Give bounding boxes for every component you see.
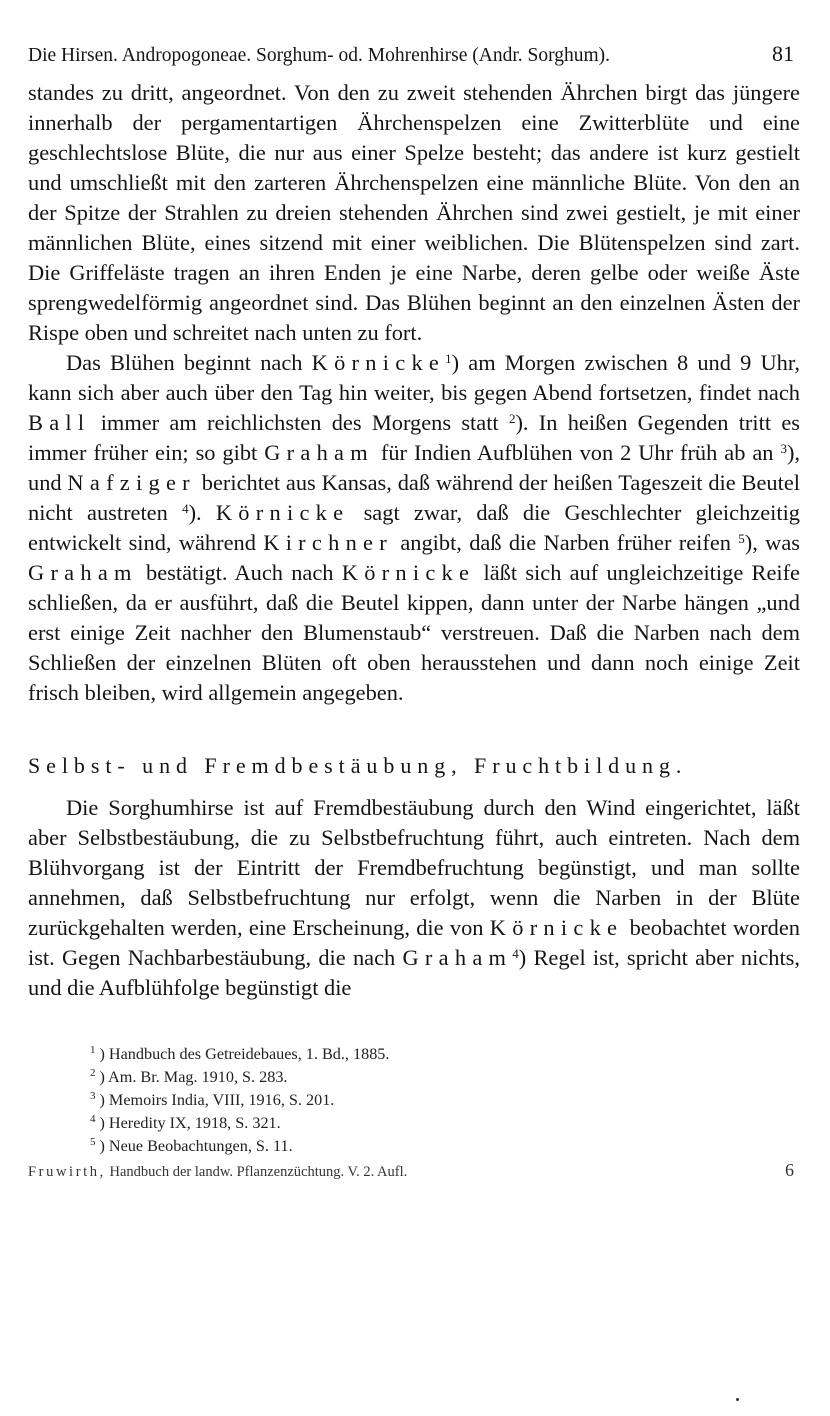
text-run: bestätigt. Auch nach <box>137 560 342 585</box>
text-run: ) Regel ist, spricht aber nichts, und die Aufblühfolge begünstigt die <box>28 945 800 1000</box>
footnote-ref: 2 <box>508 411 516 426</box>
footnote <box>90 1112 800 1135</box>
footnote <box>90 1089 800 1112</box>
book-reference <box>28 1162 407 1182</box>
text-run: ), was <box>744 530 800 555</box>
author-name: Graham <box>264 440 374 465</box>
text-run: sagt zwar, daß die Geschlechter gleichzeitig entwickelt sind, während <box>28 500 801 555</box>
footnote-ref: 1 <box>445 351 452 366</box>
book-author: Fruwirth, <box>28 1164 106 1180</box>
footnote-ref: 5 <box>738 531 745 546</box>
text-run: ). In heißen Gegenden tritt es immer früher ein; so gibt <box>28 410 800 465</box>
author-name: Körnicke <box>311 350 446 375</box>
text-run: immer am reichlichsten des Morgens statt <box>90 410 509 435</box>
author-name: Körnicke <box>341 560 476 585</box>
text-run: läßt sich auf ungleichzeitige Reife schließen, da er ausführt, daß die Beutel kippen, dann unter der Narbe hängen „und erst einige Zeit nachher den Blumenstaub“ verstreuen. Daß die Narben nach dem Schließen der einzelnen Blüten oft oben herausstehen und dann noch einige Zeit frisch bleiben, wird allgemein angegeben. <box>28 560 800 705</box>
footnote <box>90 1043 800 1066</box>
footnote-ref: 4 <box>182 501 189 516</box>
footnotes <box>28 1043 800 1158</box>
page-foot <box>28 1160 800 1182</box>
text-run: für Indien Aufblühen von 2 Uhr früh ab an <box>373 440 781 465</box>
author-name: Graham <box>28 560 138 585</box>
paragraph-2 <box>28 348 800 708</box>
book-title: Handbuch der landw. Pflanzenzüchtung. V. 2. Aufl. <box>105 1164 408 1180</box>
text-run: Das Blühen beginnt nach <box>66 350 312 375</box>
footnote-mark: 4 <box>90 1113 96 1125</box>
footnote-text: ) Handbuch des Getreidebaues, 1. Bd., 1885. <box>99 1045 390 1063</box>
author-name: Körnicke <box>489 915 624 940</box>
sheet-signature: 6 <box>785 1160 794 1180</box>
footnote-mark: 5 <box>90 1136 96 1148</box>
text-run: ) am Morgen zwischen 8 und 9 Uhr, kann sich aber auch über den Tag hin weiter, bis gegen Abend fortsetzen, findet nach <box>28 350 800 405</box>
footnote-mark: 2 <box>90 1067 96 1079</box>
footnote-mark: 1 <box>90 1044 96 1056</box>
footnote-text: ) Heredity IX, 1918, S. 321. <box>99 1114 281 1132</box>
section-heading: Selbst- und Fremdbestäubung, Fruchtbildung. <box>28 753 688 778</box>
author-name: Nafziger <box>67 470 196 495</box>
footnote-text: ) Memoirs India, VIII, 1916, S. 201. <box>99 1091 335 1109</box>
footnote-text: ) Am. Br. Mag. 1910, S. 283. <box>99 1068 288 1086</box>
footnote <box>90 1066 800 1089</box>
footnote-ref: 4 <box>512 946 519 961</box>
footnote-ref: 3 <box>780 441 787 456</box>
running-head-title: Die Hirsen. Andropogoneae. Sorghum- od. Mohrenhirse (Andr. Sorghum). <box>28 45 611 66</box>
text-run: angibt, daß die Narben früher reifen <box>393 530 739 555</box>
page-number: 81 <box>772 41 794 66</box>
text-run: beobachtet worden ist. Gegen Nachbarbestäubung, die nach <box>28 915 800 970</box>
author-name: Kirchner <box>263 530 393 555</box>
author-name: Graham <box>402 945 513 970</box>
author-name: Körnicke <box>215 500 350 525</box>
paragraph-3 <box>28 793 800 1003</box>
footnote-text: ) Neue Beobachtungen, S. 11. <box>99 1137 293 1155</box>
footnote <box>90 1135 800 1158</box>
author-name: Ball <box>28 410 91 435</box>
text-run: berichtet aus Kansas, daß während der heißen Tageszeit die Beutel nicht austreten <box>28 470 800 525</box>
text-run: ), und <box>28 440 800 495</box>
footnote-mark: 3 <box>90 1090 96 1102</box>
text-run: ). <box>188 500 216 525</box>
paragraph-1: standes zu dritt, angeordnet. Von den zu zweit stehenden Ährchen birgt das jüngere innerhalb der pergamentartigen Ährchenspelzen eine Zwitterblüte und eine geschlechtslose Blüte, die nur aus einer Spelze besteht; das andere ist kurz gestielt und umschließt mit den zarteren Ährchenspelzen eine männliche Blüte. Von den an der Spitze der Strahlen zu dreien stehenden Ährchen sind zwei gestielt, je mit einer männlichen Blüte, eines sitzend mit einer weiblichen. Die Blütenspelzen sind zart. Die Griffeläste tragen an ihren Enden je eine Narbe, deren gelbe oder weiße Äste sprengwedelförmig angeordnet sind. Das Blühen beginnt an den einzelnen Ästen der Rispe oben und schreitet nach unten zu fort. <box>28 80 800 345</box>
text-run: Die Sorghumhirse ist auf Fremdbestäubung durch den Wind eingerichtet, läßt aber Selbstbestäubung, die zu Selbstbefruchtung führt, auch eintreten. Nach dem Blühvorgang ist der Eintritt der Fremdbefruchtung begünstigt, und man sollte annehmen, daß Selbstbefruchtung nur erfolgt, wenn die Narben in der Blüte zurückgehalten werden, eine Erscheinung, die von <box>28 795 800 940</box>
running-head <box>28 42 800 68</box>
ink-speck <box>736 1398 739 1401</box>
